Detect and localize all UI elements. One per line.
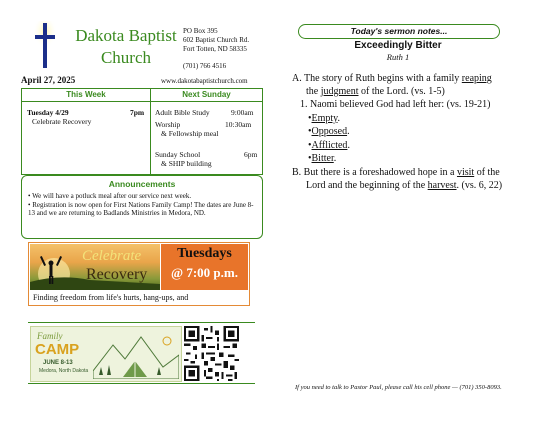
- note-point-1: 1. Naomi believed God had left her: (vs. 19-21): [300, 99, 491, 110]
- camp-location: Medora, North Dakota: [39, 368, 89, 374]
- sermon-reference: Ruth 1: [386, 52, 410, 62]
- family-camp-ad: [28, 322, 255, 384]
- camp-image: [30, 326, 182, 382]
- this-week-day: Tuesday 4/29: [27, 108, 69, 117]
- church-address: PO Box 395 602 Baptist Church Rd. Fort Totten, ND 58335: [183, 27, 250, 53]
- bulletin-date: April 27, 2025: [21, 75, 76, 85]
- next-sunday-sub: & Fellowship meal: [161, 129, 219, 138]
- note-point-a: A. The story of Ruth begins with a family reaping: [292, 73, 492, 84]
- next-sunday-event: Adult Bible Study: [155, 108, 210, 117]
- church-phone: (701) 766 4516: [183, 62, 227, 70]
- note-bullet: •Bitter.: [308, 153, 337, 164]
- church-name: Dakota Baptist Church: [75, 26, 177, 67]
- mountain-tent-icon: [93, 331, 179, 379]
- celebrate-recovery-ad: [28, 242, 250, 306]
- pastor-contact-note: If you need to talk to Pastor Paul, please call his cell phone — (701) 350-8093.: [295, 384, 502, 391]
- recovery-image: [30, 244, 160, 290]
- next-sunday-time: 9:00am: [231, 108, 254, 117]
- next-sunday-header: Next Sunday: [151, 89, 262, 102]
- recovery-word-recovery: Recovery: [86, 266, 148, 283]
- recovery-tagline: Finding freedom from life's hurts, hang-ups, and: [33, 293, 189, 302]
- note-bullet: •Afflicted.: [308, 140, 350, 151]
- camp-family-text: Family: [37, 331, 63, 341]
- schedule-table: [21, 88, 263, 175]
- next-sunday-sub: & SHIP building: [161, 159, 212, 168]
- next-sunday-time: 6pm: [244, 150, 258, 159]
- this-week-time: 7pm: [130, 108, 145, 117]
- announcements-box: [21, 175, 263, 239]
- note-bullet: •Opposed.: [308, 126, 350, 137]
- note-point-a-cont: the judgment of the Lord. (vs. 1-5): [306, 86, 445, 97]
- next-sunday-event: Sunday School: [155, 150, 201, 159]
- qr-code-icon[interactable]: [184, 326, 239, 381]
- sermon-title: Exceedingly Bitter: [354, 40, 442, 51]
- cross-icon: [34, 21, 56, 68]
- recovery-word-celebrate: Celebrate: [82, 248, 142, 264]
- recovery-schedule: [161, 244, 248, 290]
- recovery-day: Tuesdays: [177, 246, 232, 261]
- note-point-b-cont: Lord and the beginning of the harvest. (vs. 6, 22): [306, 180, 503, 191]
- sermon-notes-heading: Today's sermon notes...: [298, 24, 500, 39]
- this-week-event: Celebrate Recovery: [32, 117, 92, 126]
- note-bullet: •Empty.: [308, 113, 341, 124]
- camp-dates: JUNE 8-13: [43, 360, 73, 366]
- next-sunday-event: Worship: [155, 120, 181, 129]
- recovery-time: @ 7:00 p.m.: [171, 265, 238, 280]
- next-sunday-time: 10:30am: [225, 120, 252, 129]
- announcements-title: Announcements: [108, 179, 176, 189]
- this-week-header: This Week: [22, 89, 150, 102]
- note-point-b: B. But there is a foreshadowed hope in a visit of the: [292, 167, 500, 178]
- church-website[interactable]: www.dakotabaptistchurch.com: [161, 77, 248, 85]
- camp-title: CAMP: [35, 341, 80, 358]
- announcement-item: • We will have a potluck meal after our service next week.: [28, 192, 192, 200]
- announcement-item: • Registration is now open for First Nations Family Camp! The dates are June 8-13 and we are returning to Badlands Ministries in Medora, ND.: [28, 201, 254, 217]
